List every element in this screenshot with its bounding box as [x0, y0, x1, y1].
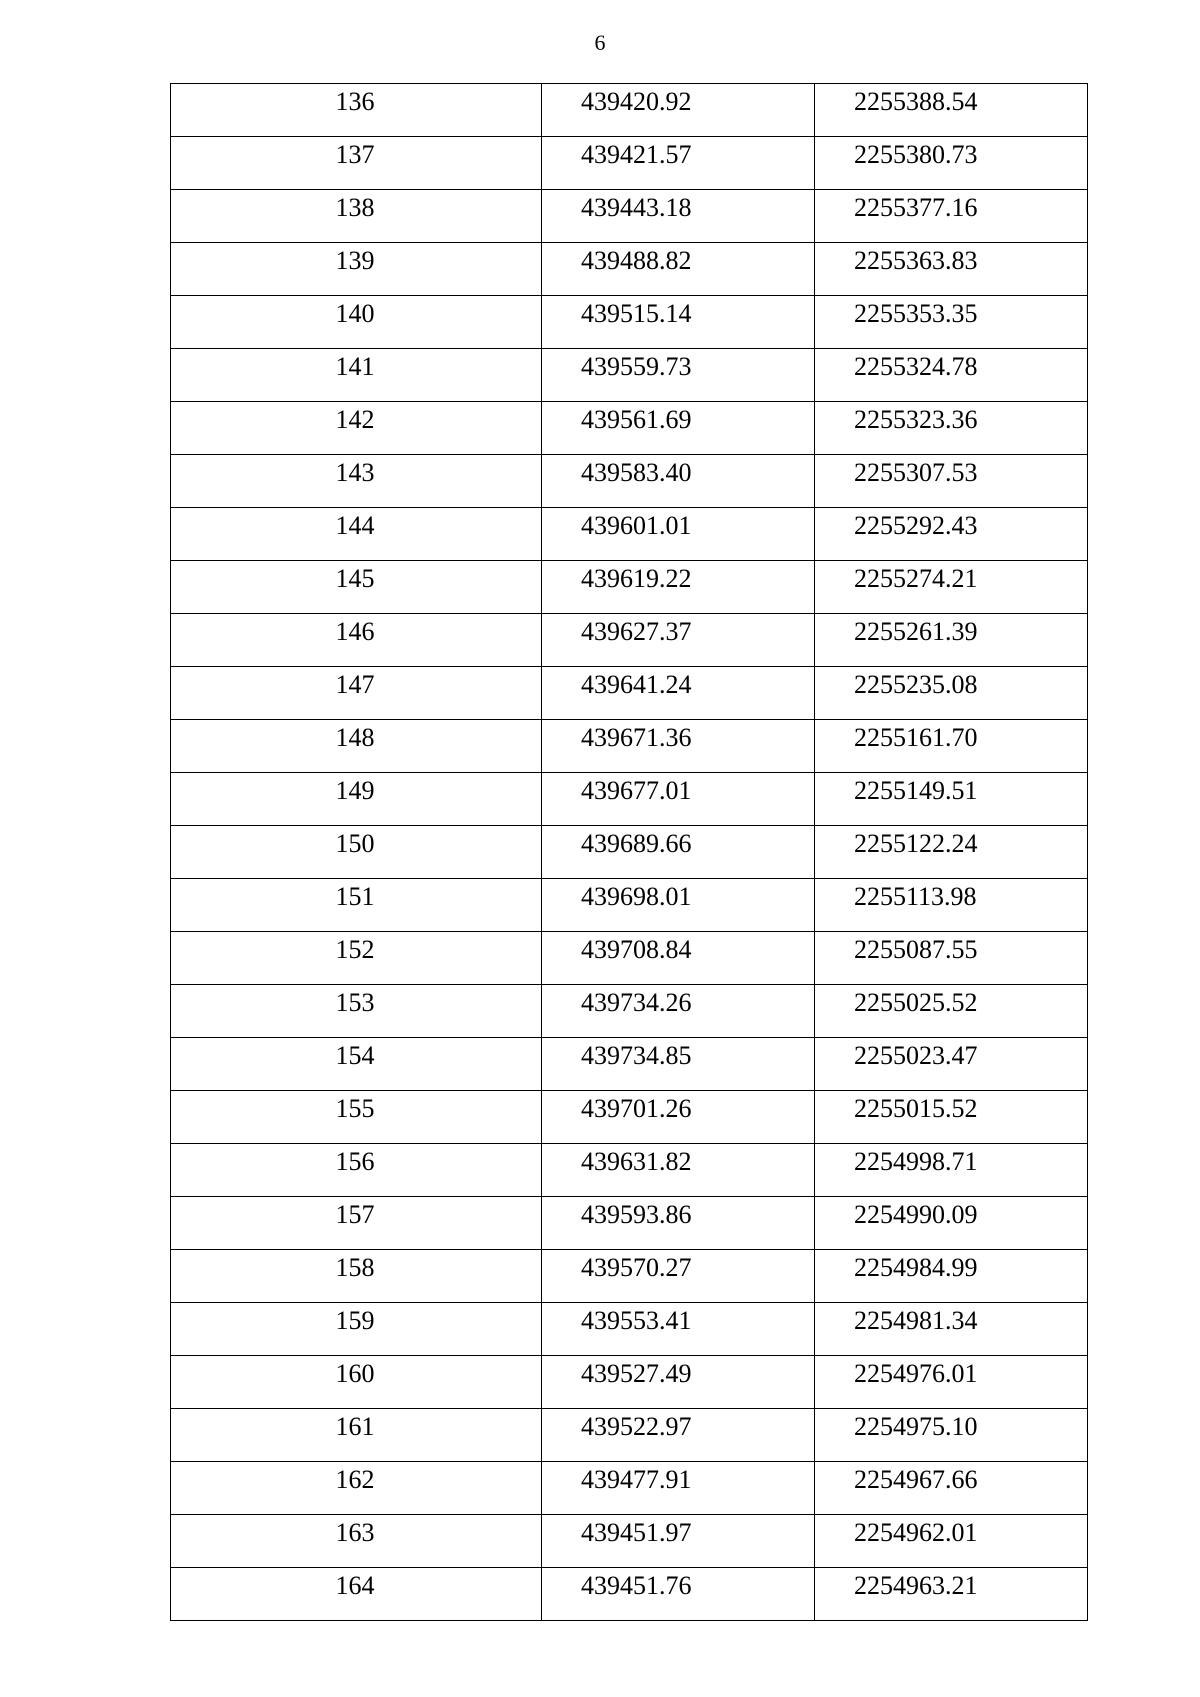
x-coordinate-cell: 439559.73 [542, 349, 815, 402]
x-coordinate-cell: 439583.40 [542, 455, 815, 508]
point-number-cell: 156 [171, 1144, 542, 1197]
x-coordinate-cell: 439734.85 [542, 1038, 815, 1091]
table-row [171, 402, 1088, 455]
y-coordinate-cell: 2255113.98 [815, 879, 1088, 932]
y-coordinate-cell: 2254984.99 [815, 1250, 1088, 1303]
table-row [171, 1303, 1088, 1356]
y-coordinate-cell: 2255353.35 [815, 296, 1088, 349]
x-coordinate-cell: 439420.92 [542, 84, 815, 137]
point-number-cell: 164 [171, 1568, 542, 1621]
x-coordinate-cell: 439708.84 [542, 932, 815, 985]
x-coordinate-cell: 439561.69 [542, 402, 815, 455]
x-coordinate-cell: 439451.76 [542, 1568, 815, 1621]
point-number-cell: 142 [171, 402, 542, 455]
y-coordinate-cell: 2254990.09 [815, 1197, 1088, 1250]
y-coordinate-cell: 2255261.39 [815, 614, 1088, 667]
x-coordinate-cell: 439451.97 [542, 1515, 815, 1568]
point-number-cell: 146 [171, 614, 542, 667]
y-coordinate-cell: 2254976.01 [815, 1356, 1088, 1409]
y-coordinate-cell: 2255023.47 [815, 1038, 1088, 1091]
y-coordinate-cell: 2255274.21 [815, 561, 1088, 614]
x-coordinate-cell: 439527.49 [542, 1356, 815, 1409]
x-coordinate-cell: 439477.91 [542, 1462, 815, 1515]
y-coordinate-cell: 2255015.52 [815, 1091, 1088, 1144]
y-coordinate-cell: 2255161.70 [815, 720, 1088, 773]
table-row [171, 1515, 1088, 1568]
table-row [171, 1250, 1088, 1303]
point-number-cell: 138 [171, 190, 542, 243]
y-coordinate-cell: 2255388.54 [815, 84, 1088, 137]
table-row [171, 296, 1088, 349]
y-coordinate-cell: 2255025.52 [815, 985, 1088, 1038]
table-row [171, 773, 1088, 826]
point-number-cell: 148 [171, 720, 542, 773]
point-number-cell: 145 [171, 561, 542, 614]
coordinates-table-body [171, 84, 1088, 1621]
table-row [171, 84, 1088, 137]
point-number-cell: 141 [171, 349, 542, 402]
table-row [171, 1038, 1088, 1091]
table-row [171, 667, 1088, 720]
x-coordinate-cell: 439570.27 [542, 1250, 815, 1303]
table-row [171, 879, 1088, 932]
point-number-cell: 159 [171, 1303, 542, 1356]
y-coordinate-cell: 2255323.36 [815, 402, 1088, 455]
x-coordinate-cell: 439689.66 [542, 826, 815, 879]
point-number-cell: 149 [171, 773, 542, 826]
y-coordinate-cell: 2254967.66 [815, 1462, 1088, 1515]
table-row [171, 137, 1088, 190]
x-coordinate-cell: 439421.57 [542, 137, 815, 190]
x-coordinate-cell: 439677.01 [542, 773, 815, 826]
table-row [171, 190, 1088, 243]
x-coordinate-cell: 439701.26 [542, 1091, 815, 1144]
x-coordinate-cell: 439619.22 [542, 561, 815, 614]
y-coordinate-cell: 2255363.83 [815, 243, 1088, 296]
x-coordinate-cell: 439641.24 [542, 667, 815, 720]
table-row [171, 508, 1088, 561]
y-coordinate-cell: 2254963.21 [815, 1568, 1088, 1621]
point-number-cell: 144 [171, 508, 542, 561]
y-coordinate-cell: 2254998.71 [815, 1144, 1088, 1197]
point-number-cell: 161 [171, 1409, 542, 1462]
x-coordinate-cell: 439631.82 [542, 1144, 815, 1197]
point-number-cell: 155 [171, 1091, 542, 1144]
x-coordinate-cell: 439515.14 [542, 296, 815, 349]
x-coordinate-cell: 439522.97 [542, 1409, 815, 1462]
table-row [171, 455, 1088, 508]
table-row [171, 349, 1088, 402]
y-coordinate-cell: 2255380.73 [815, 137, 1088, 190]
point-number-cell: 147 [171, 667, 542, 720]
point-number-cell: 140 [171, 296, 542, 349]
table-row [171, 1197, 1088, 1250]
point-number-cell: 160 [171, 1356, 542, 1409]
y-coordinate-cell: 2254975.10 [815, 1409, 1088, 1462]
y-coordinate-cell: 2255324.78 [815, 349, 1088, 402]
y-coordinate-cell: 2255087.55 [815, 932, 1088, 985]
y-coordinate-cell: 2254981.34 [815, 1303, 1088, 1356]
table-row [171, 720, 1088, 773]
point-number-cell: 157 [171, 1197, 542, 1250]
page-number: 6 [594, 30, 606, 55]
point-number-cell: 158 [171, 1250, 542, 1303]
table-row [171, 614, 1088, 667]
x-coordinate-cell: 439443.18 [542, 190, 815, 243]
x-coordinate-cell: 439627.37 [542, 614, 815, 667]
table-row [171, 1462, 1088, 1515]
y-coordinate-cell: 2255292.43 [815, 508, 1088, 561]
point-number-cell: 143 [171, 455, 542, 508]
point-number-cell: 162 [171, 1462, 542, 1515]
coordinates-table [170, 83, 1088, 1621]
point-number-cell: 136 [171, 84, 542, 137]
table-row [171, 1409, 1088, 1462]
y-coordinate-cell: 2255149.51 [815, 773, 1088, 826]
table-row [171, 1091, 1088, 1144]
point-number-cell: 150 [171, 826, 542, 879]
table-row [171, 985, 1088, 1038]
table-row [171, 826, 1088, 879]
point-number-cell: 153 [171, 985, 542, 1038]
x-coordinate-cell: 439488.82 [542, 243, 815, 296]
table-row [171, 561, 1088, 614]
y-coordinate-cell: 2254962.01 [815, 1515, 1088, 1568]
x-coordinate-cell: 439671.36 [542, 720, 815, 773]
y-coordinate-cell: 2255235.08 [815, 667, 1088, 720]
x-coordinate-cell: 439734.26 [542, 985, 815, 1038]
x-coordinate-cell: 439593.86 [542, 1197, 815, 1250]
x-coordinate-cell: 439601.01 [542, 508, 815, 561]
point-number-cell: 154 [171, 1038, 542, 1091]
y-coordinate-cell: 2255307.53 [815, 455, 1088, 508]
table-row [171, 1356, 1088, 1409]
table-row [171, 1144, 1088, 1197]
y-coordinate-cell: 2255122.24 [815, 826, 1088, 879]
point-number-cell: 163 [171, 1515, 542, 1568]
x-coordinate-cell: 439698.01 [542, 879, 815, 932]
table-row [171, 932, 1088, 985]
point-number-cell: 139 [171, 243, 542, 296]
point-number-cell: 137 [171, 137, 542, 190]
x-coordinate-cell: 439553.41 [542, 1303, 815, 1356]
table-row [171, 1568, 1088, 1621]
point-number-cell: 152 [171, 932, 542, 985]
table-row [171, 243, 1088, 296]
point-number-cell: 151 [171, 879, 542, 932]
y-coordinate-cell: 2255377.16 [815, 190, 1088, 243]
